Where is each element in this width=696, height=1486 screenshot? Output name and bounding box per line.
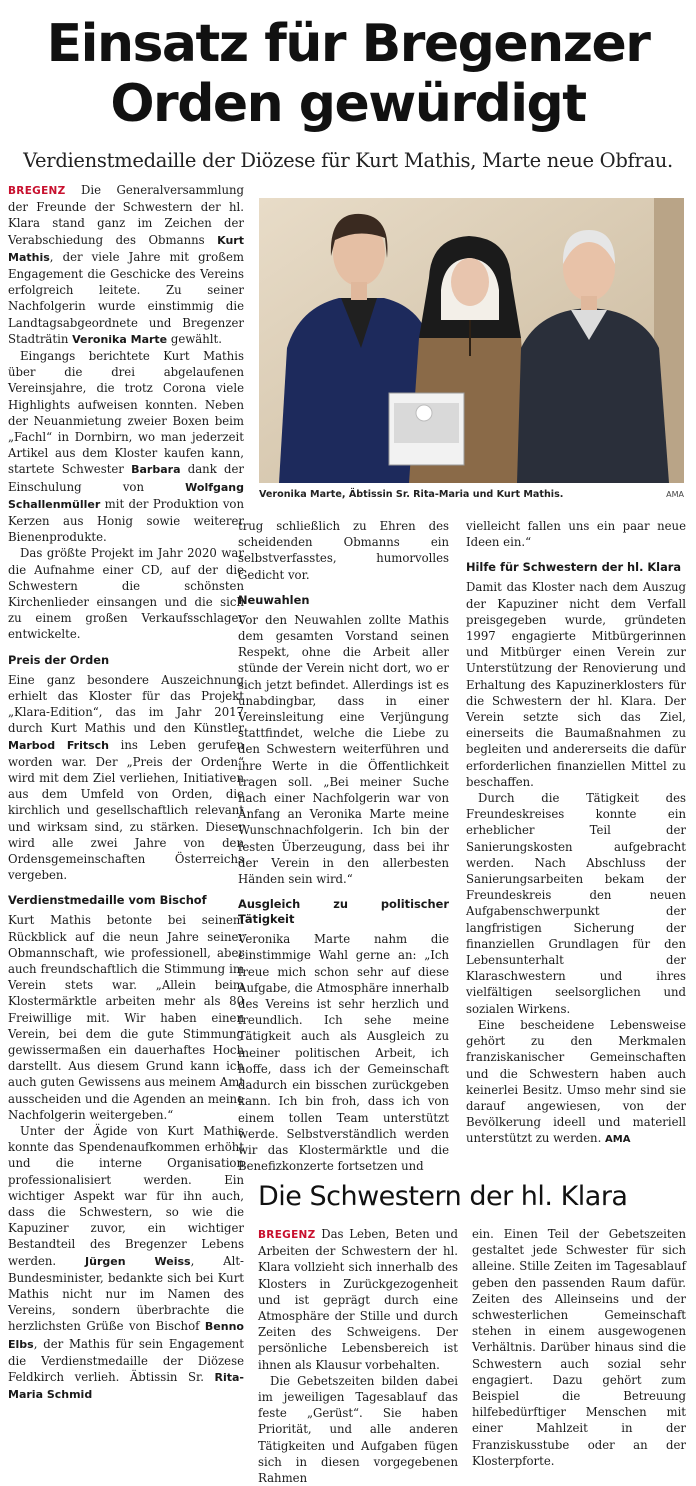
paragraph: Durch die Tätigkeit des Freundeskreises konnte ein erheblicher Teil der Sanierungskosten aufgebracht werden. Nach Abschluss der Sanierungsarbeiten bekam der Freundeskreis den neuen Aufgabenschwerpunkt der langfristigen Sicherung der finanziellen Grundlagen für den Lebensunterhalt der Klaraschwestern und ihres vielfältigen seelsorglichen und sozialen Wirkens. [466,791,686,1016]
person-name: Jürgen Weiss [85,1254,191,1268]
paragraph [466,1017,686,1149]
person-name: Benno Elbs [8,1320,244,1351]
dateline: BREGENZ [8,185,66,197]
paragraph: Damit das Kloster nach dem Auszug der Kapuziner nicht dem Verfall preisgegeben wurde, gründeten 1997 engagierte Mitbürgerinnen und Mitbürger einen Verein zur Unterstützung der Renovierung und Erhaltung des Kapuzinerklosters für die Schwestern der hl. Klara. Der Verein setzte sich das Ziel, einerseits die Baumaßnahmen zu begleiten und andererseits die dafür erforderlichen finanziellen Mittel zu beschaffen. [466,580,686,789]
article-photo [259,198,684,483]
section-heading: Verdienstmedaille vom Bischof [8,893,207,908]
paragraph: trug schließlich zu Ehren des scheidenden Obmanns ein selbstverfasstes, humorvolles Gedicht vor. [238,519,449,582]
headline-line-1: Einsatz für Bregenzer [46,14,650,74]
section-heading: Hilfe für Schwestern der hl. Klara [466,560,682,575]
secondary-article-title: Die Schwestern der hl. Klara [258,1181,628,1212]
photo-illustration [259,198,684,483]
secondary-column-1 [258,1226,458,1486]
paragraph [8,1123,244,1403]
person-name: Veronika Marte [72,332,168,346]
text: Unter der Ägide von Kurt Mathis konnte das Spendenaufkommen erhöht und die interne Organisation professionalisiert werden. Ein wichtiger Aspekt war für ihn auch, dass die Schwestern, so wie die Kapuziner zuvor, ein wichtiger Bestandteil des Bregenzer Lebens werden. [8,1123,244,1268]
person-name: Wolfgang Schallenmüller [8,480,244,511]
paragraph [258,1226,458,1373]
text: Eine bescheidene Lebensweise gehört zu den Merkmalen franziskanischer Gemeinschaften und die Schwestern haben auch keinerlei Besitz. Umso mehr sind sie darauf angewiesen, von der Bevölkerung ideell und materiell unterstützt zu werden. [466,1017,686,1146]
section-heading: Neuwahlen [238,592,310,607]
text: Das Leben, Beten und Arbeiten der Schwestern der hl. Klara vollzieht sich innerhalb des Klosters in Zurückgezogenheit und ist geprägt durch eine Atmosphäre der Stille und durch Zeiten des Schweigens. Der persönliche Lebensbereich ist ihnen als Klausur vorbehalten. [258,1227,458,1372]
paragraph: Vor den Neuwahlen zollte Mathis dem gesamten Vorstand seinen Respekt, ohne die Arbeit aller stünde der Verein nicht dort, wo er sich jetzt befindet. Allerdings ist es unabdingbar, dass in einer Vereinsleitung eine Verjüngung stattfindet, welche die Liebe zu den Schwestern weiterführen und ihre Werte in die Öffentlichkeit tragen soll. „Bei meiner Suche nach einer Nachfolgerin war von Anfang an Veronika Marte meine Wunschnachfolgerin. Ich bin der festen Überzeugung, dass bei ihr der Verein in den allerbesten Händen sein wird.“ [238,612,449,887]
photo-credit: AMA [666,490,684,499]
headline-line-2: Orden gewürdigt [110,74,586,134]
paragraph: Kurt Mathis betonte bei seinem Rückblick auf die neun Jahre seiner Obmannschaft, wie professionell, aber auch freundschaftlich die Stimmung im Verein stets war. „Allein beim Klostermärktle arbeiten mehr als 80 Freiwillige mit. Wir haben einen Verein, bei dem die gute Stimmung gewissermaßen ein dauerhaftes Hoch darstellt. Aus diesem Grund kann ich auch guten Gewissens aus meinem Amt ausscheiden und die Agenden an meine Nachfolgerin weitergeben.“ [8,913,244,1122]
photo-caption-text: Veronika Marte, Äbtissin Sr. Rita-Maria und Kurt Mathis. [259,489,564,500]
section-heading: Preis der Orden [8,652,110,667]
article-column-3 [466,518,686,1149]
text: , Alt-Bundesminister, bedankte sich bei Kurt Mathis nicht nur im Namen des Vereins, sondern überbrachte die herzlichsten Grüße von Bischof [8,1253,244,1334]
person-name: Marbod Fritsch [8,738,109,752]
paragraph: vielleicht fallen uns ein paar neue Ideen ein.“ [466,519,686,550]
article-column-1 [8,182,244,1403]
text: Eine ganz besondere Auszeichnung erhielt das Kloster für das Projekt „Klara-Edition“, das im Jahr 2017 durch Kurt Mathis und den Künstler [8,672,244,736]
person-name: Kurt Mathis [8,233,244,264]
headline [0,14,696,134]
text: Eingangs berichtete Kurt Mathis über die drei abgelaufenen Vereinsjahre, die trotz Corona viele Highlights aufweisen konnten. Neben der Neuanmietung zweier Boxen beim „Fachl“ in Dornbirn, wo man jederzeit Artikel aus dem Kloster kaufen kann, startete Schwester [8,349,244,477]
photo-caption [259,488,684,501]
text: , der viele Jahre mit großem Engagement die Geschicke des Vereins erfolgreich leitete. Zu seiner Nachfolgerin wurde einstimmig die Landtagsabgeordnete und Bregenzer Stadträtin [8,249,244,346]
text: dank der Einschulung von [8,462,244,494]
section-heading: Ausgleich zu politischer Tätigkeit [238,897,449,927]
paragraph [8,348,244,545]
paragraph [8,672,244,884]
dateline: BREGENZ [258,1229,316,1241]
secondary-column-2 [472,1226,686,1469]
paragraph [8,182,244,348]
paragraph: Das größte Projekt im Jahr 2020 war die Aufnahme einer CD, auf der die Schwestern die schönsten Kirchenlieder einsangen und die sich zu einem großen Verkaufsschlager entwickelte. [8,546,244,642]
subheadline: Verdienstmedaille der Diözese für Kurt Mathis, Marte neue Obfrau. [23,149,673,172]
author-tag: AMA [605,1134,631,1146]
paragraph: Die Gebetszeiten bilden dabei im jeweiligen Tagesablauf das feste „Gerüst“. Sie haben Priorität, und alle anderen Tätigkeiten und Aufgaben fügen sich in diesen vorgegebenen Rahmen [258,1373,458,1486]
text: , der Mathis für sein Engagement die Verdienstmedaille der Diözese Feldkirch verlieh. Äbtissin Sr. [8,1336,244,1385]
text: mit der Produktion von Kerzen aus Honig sowie weiterer Bienenprodukte. [8,496,244,545]
article-column-2 [238,518,449,1174]
paragraph: Veronika Marte nahm die einstimmige Wahl gerne an: „Ich freue mich schon sehr auf diese Aufgabe, die Atmosphäre innerhalb des Vereins ist sehr herzlich und freundlich. Ich sehe meine Tätigkeit auch als Ausgleich zu meiner politischen Arbeit, ich hoffe, dass ich der Gemeinschaft dadurch ein bisschen zurückgeben kann. Ich bin froh, dass ich von einem tollen Team unterstützt werde. Selbstverständlich werden wir das Klostermärktle und die Benefizkonzerte fortsetzen und [238,932,449,1174]
person-name: Barbara [131,463,181,477]
text: Die Generalversammlung der Freunde der Schwestern der hl. Klara stand ganz im Zeichen der Verabschiedung des Obmanns [8,183,244,247]
person-name: Rita-Maria Schmid [8,1371,244,1402]
text: gewählt. [167,331,222,346]
paragraph: ein. Einen Teil der Gebetszeiten gestaltet jede Schwester für sich alleine. Stille Zeiten im Tagesablauf geben den passenden Raum dafür. Zeiten des Alleinseins und der schwesterlichen Gemeinschaft stehen in einem ausgewogenen Verhältnis. Darüber hinaus sind die Schwestern auch sozial sehr engagiert. Dazu gehört zum Beispiel die Betreuung hilfebedürftiger Menschen mit einer Mahlzeit in der Franziskusstube oder an der Klosterpforte. [472,1227,686,1468]
text: ins Leben gerufen worden war. Der „Preis der Orden“ wird mit dem Ziel verliehen, Initiativen aus dem Umfeld von Orden, die kirchlich und gesellschaftlich relevant und wirksam sind, zu stärken. Dieser wird alle zwei Jahre von den Ordensgemeinschaften Österreichs vergeben. [8,737,245,883]
